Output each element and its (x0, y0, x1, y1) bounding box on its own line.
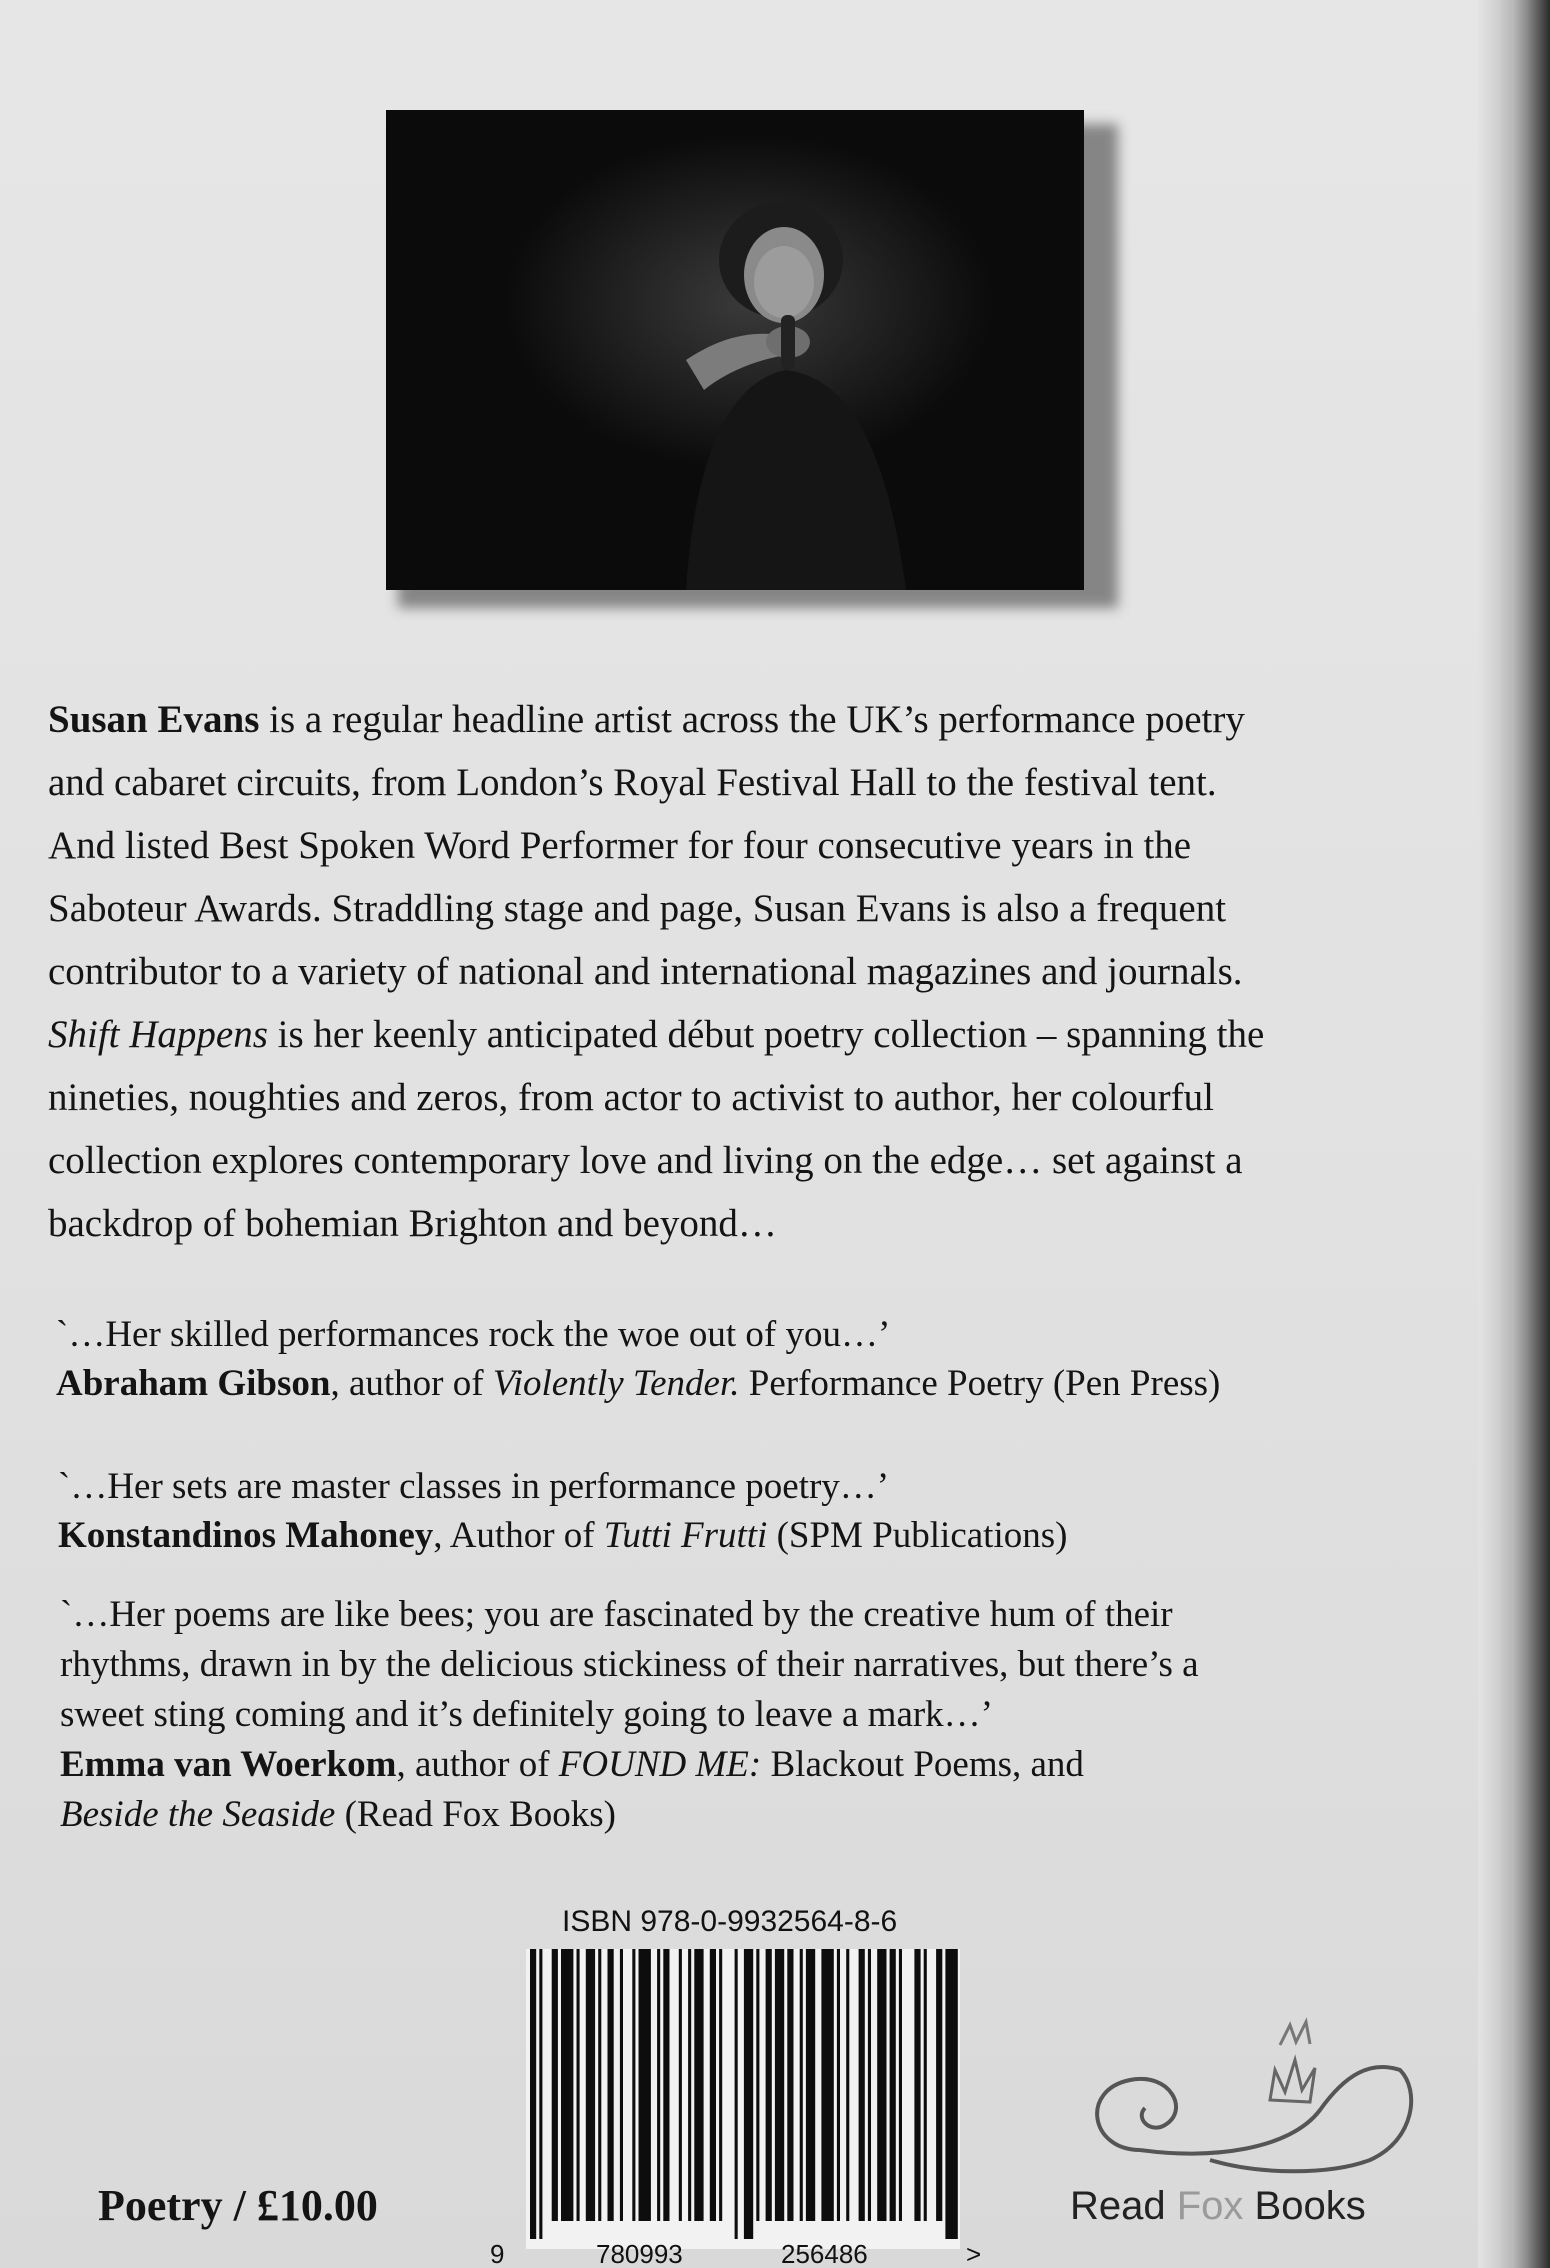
barcode-bar (530, 1949, 536, 2239)
reviewer-work: FOUND ME: (558, 1744, 762, 1785)
bio-line-1: Susan Evans is a regular headline artist across the UK’s performance poetry (48, 698, 1245, 741)
quote-attribution: Emma van Woerkom, author of FOUND ME: Blackout Poems, and (60, 1744, 1084, 1785)
quote-text: `…Her sets are master classes in performance poetry…’ (58, 1466, 890, 1507)
bio-line-6: Shift Happens is her keenly anticipated début poetry collection – spanning the (48, 1013, 1265, 1056)
barcode-bar (859, 1949, 865, 2221)
bio-line-8: collection explores contemporary love and living on the edge… set against a (48, 1139, 1243, 1182)
barcode-bar (787, 1949, 793, 2221)
barcode-bar (766, 1949, 772, 2221)
barcode-bar (719, 1949, 722, 2221)
author-name: Susan Evans (48, 698, 260, 741)
barcode-digits-left: 780993 (596, 2239, 683, 2268)
book-title: Shift Happens (48, 1013, 268, 1056)
quote-attribution-line-2: Beside the Seaside (Read Fox Books) (60, 1794, 616, 1835)
quote-text: `…Her skilled performances rock the woe out of you…’ (56, 1314, 891, 1355)
barcode-end-mark: > (966, 2239, 982, 2268)
author-photo (386, 110, 1084, 590)
isbn-number: ISBN 978-0-9932564-8-6 (562, 1905, 898, 1938)
barcode-bar (586, 1949, 595, 2221)
quote-text-line-3: sweet sting coming and it’s definitely going to leave a mark…’ (60, 1694, 994, 1735)
reviewer-name: Emma van Woerkom (60, 1744, 397, 1785)
publisher-logo (1070, 2000, 1430, 2260)
barcode-bar (877, 1949, 886, 2221)
barcode-bar (936, 1949, 942, 2221)
barcode-bar (620, 1949, 623, 2221)
barcode-bar (663, 1949, 669, 2221)
barcode-bar (577, 1949, 580, 2221)
author-bio (48, 688, 1488, 1255)
bio-line-2: and cabaret circuits, from London’s Royal Festival Hall to the festival tent. (48, 761, 1217, 804)
barcode-bar (735, 1949, 738, 2239)
barcode-bar (694, 1949, 703, 2221)
barcode-digits-right: 256486 (781, 2239, 868, 2268)
bio-line-5: contributor to a variety of national and international magazines and journals. (48, 950, 1243, 993)
spine-shadow (1512, 0, 1550, 2268)
barcode-box (490, 1949, 982, 2268)
barcode-bar (945, 1949, 957, 2239)
quote-text-line-2: rhythms, drawn in by the delicious stickiness of their narratives, but there’s a (60, 1644, 1199, 1685)
fox-swirl-icon (1070, 2000, 1430, 2190)
quote-text-line-1: `…Her poems are like bees; you are fascinated by the creative hum of their (60, 1594, 1173, 1635)
bio-line-9: backdrop of bohemian Brighton and beyond… (48, 1202, 777, 1245)
price-label: Poetry / £10.00 (98, 2181, 378, 2230)
barcode-bar (821, 1949, 833, 2221)
barcode-bar (890, 1949, 896, 2221)
bio-line-7: nineties, noughties and zeros, from actor to activist to author, her colourful (48, 1076, 1214, 1119)
publisher-name: Read Fox Books (1070, 2184, 1366, 2228)
reviewer-name: Konstandinos Mahoney (58, 1515, 434, 1556)
barcode-bar (806, 1949, 815, 2221)
barcode-bar (608, 1949, 614, 2221)
review-quote-2 (58, 1462, 1498, 1560)
barcode-bar (639, 1949, 651, 2221)
barcode-bar (775, 1949, 784, 2221)
reviewer-work-2: Beside the Seaside (60, 1794, 336, 1835)
barcode-bar (846, 1949, 849, 2221)
barcode-bar (800, 1949, 803, 2221)
barcode-bar (899, 1949, 902, 2221)
barcode-bar (657, 1949, 660, 2221)
review-quote-1 (56, 1310, 1496, 1408)
barcode-bars (526, 1949, 960, 2239)
barcode-bar (679, 1949, 682, 2221)
barcode-bar (756, 1949, 759, 2221)
barcode-bar (924, 1949, 927, 2221)
barcode-bar (710, 1949, 716, 2221)
quote-attribution: Abraham Gibson, author of Violently Tender. Performance Poetry (Pen Press) (56, 1363, 1221, 1404)
reviewer-work: Tutti Frutti (603, 1515, 768, 1556)
reviewer-name: Abraham Gibson (56, 1363, 331, 1404)
bio-line-4: Saboteur Awards. Straddling stage and page, Susan Evans is also a frequent (48, 887, 1227, 930)
barcode-bar (561, 1949, 573, 2221)
barcode-bar (914, 1949, 920, 2221)
barcode-bar (539, 1949, 542, 2239)
barcode-digit-first: 9 (490, 2239, 505, 2268)
barcode-bar (688, 1949, 691, 2221)
review-quote-3 (60, 1590, 1500, 1840)
barcode-bar (744, 1949, 753, 2239)
barcode-bar (632, 1949, 635, 2221)
barcode-bar (552, 1949, 558, 2221)
barcode-bar (868, 1949, 871, 2221)
barcode-bar (598, 1949, 601, 2221)
reviewer-work: Violently Tender. (492, 1363, 740, 1404)
quote-attribution: Konstandinos Mahoney, Author of Tutti Frutti (SPM Publications) (58, 1515, 1068, 1556)
barcode-bar (837, 1949, 840, 2221)
isbn-barcode (490, 1905, 982, 2268)
bio-line-3: And listed Best Spoken Word Performer for four consecutive years in the (48, 824, 1192, 867)
author-photo-image (386, 110, 1084, 590)
